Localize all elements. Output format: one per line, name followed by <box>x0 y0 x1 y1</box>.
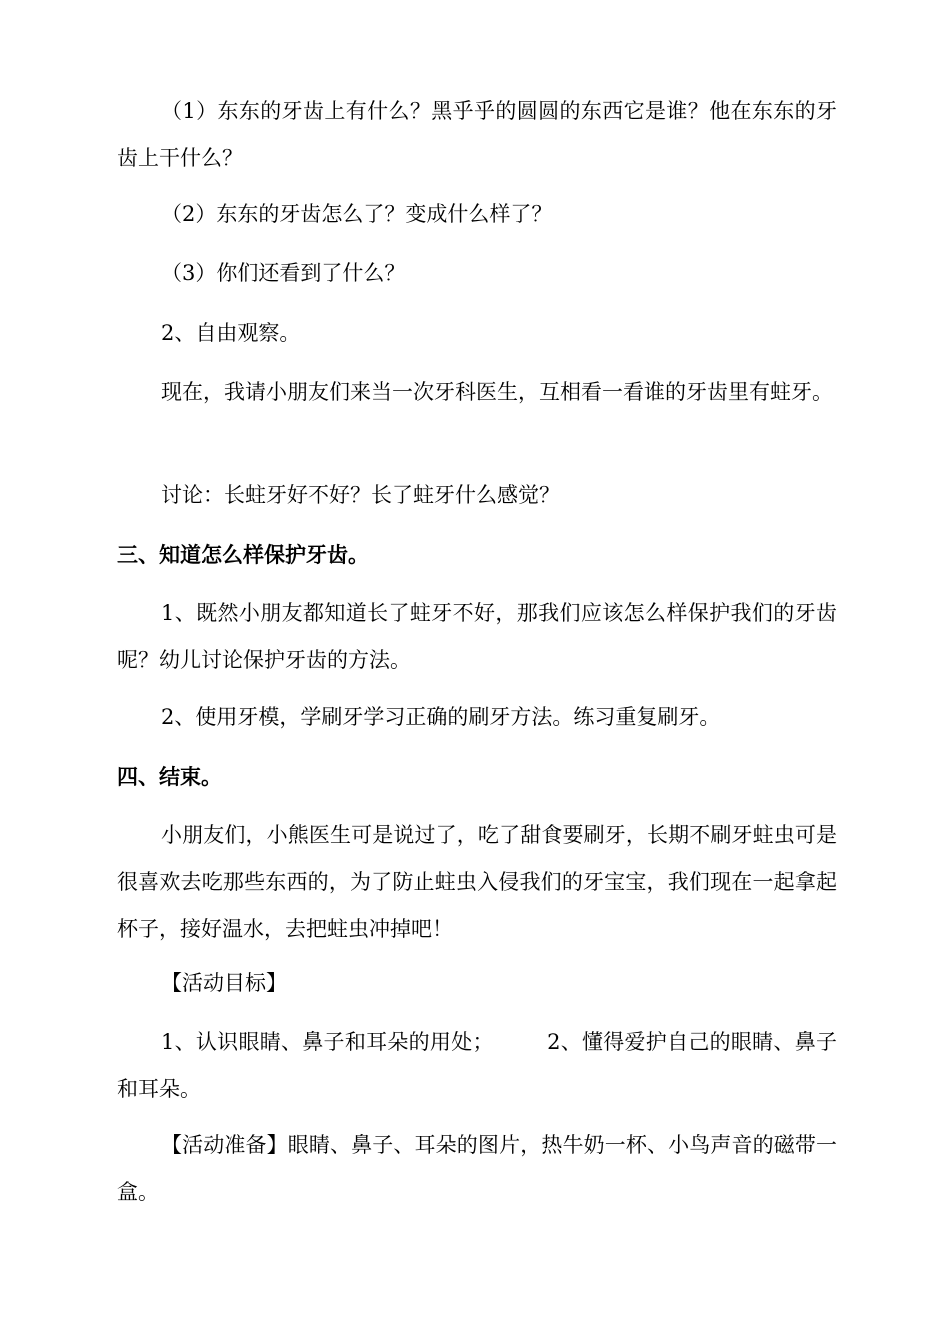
protect-teeth-paragraph: 1、既然小朋友都知道长了蛀牙不好，那我们应该怎么样保护我们的牙齿呢？幼儿讨论保护牙齿的方法。 <box>117 601 837 672</box>
free-observation-paragraph: 2、自由观察。 <box>161 321 301 345</box>
activity-goals-paragraph: 1、认识眼睛、鼻子和耳朵的用处； 2、懂得爱护自己的眼睛、鼻子和耳朵。 <box>117 1030 837 1101</box>
discussion-paragraph: 讨论：长蛀牙好不好？长了蛀牙什么感觉？ <box>161 483 560 507</box>
tooth-model-paragraph: 2、使用牙模，学刷牙学习正确的刷牙方法。练习重复刷牙。 <box>161 705 721 729</box>
dentist-role-paragraph: 现在，我请小朋友们来当一次牙科医生，互相看一看谁的牙齿里有蛀牙。 <box>161 380 833 404</box>
question-3-paragraph: （3）你们还看到了什么？ <box>161 261 406 285</box>
question-1-paragraph: （1）东东的牙齿上有什么？黑乎乎的圆圆的东西它是谁？他在东东的牙齿上干什么？ <box>117 99 837 170</box>
section-4-heading: 四、结束。 <box>117 764 222 789</box>
activity-goals-label: 【活动目标】 <box>161 971 287 995</box>
section-3-heading: 三、知道怎么样保护牙齿。 <box>117 542 369 567</box>
question-2-paragraph: （2）东东的牙齿怎么了？变成什么样了？ <box>161 202 553 226</box>
conclusion-paragraph: 小朋友们，小熊医生可是说过了，吃了甜食要刷牙，长期不刷牙蛀虫可是很喜欢去吃那些东西的，为了防止蛀虫入侵我们的牙宝宝，我们现在一起拿起杯子，接好温水，去把蛀虫冲掉吧！ <box>117 823 837 941</box>
activity-preparation-paragraph: 【活动准备】眼睛、鼻子、耳朵的图片，热牛奶一杯、小鸟声音的磁带一盒。 <box>117 1133 837 1204</box>
